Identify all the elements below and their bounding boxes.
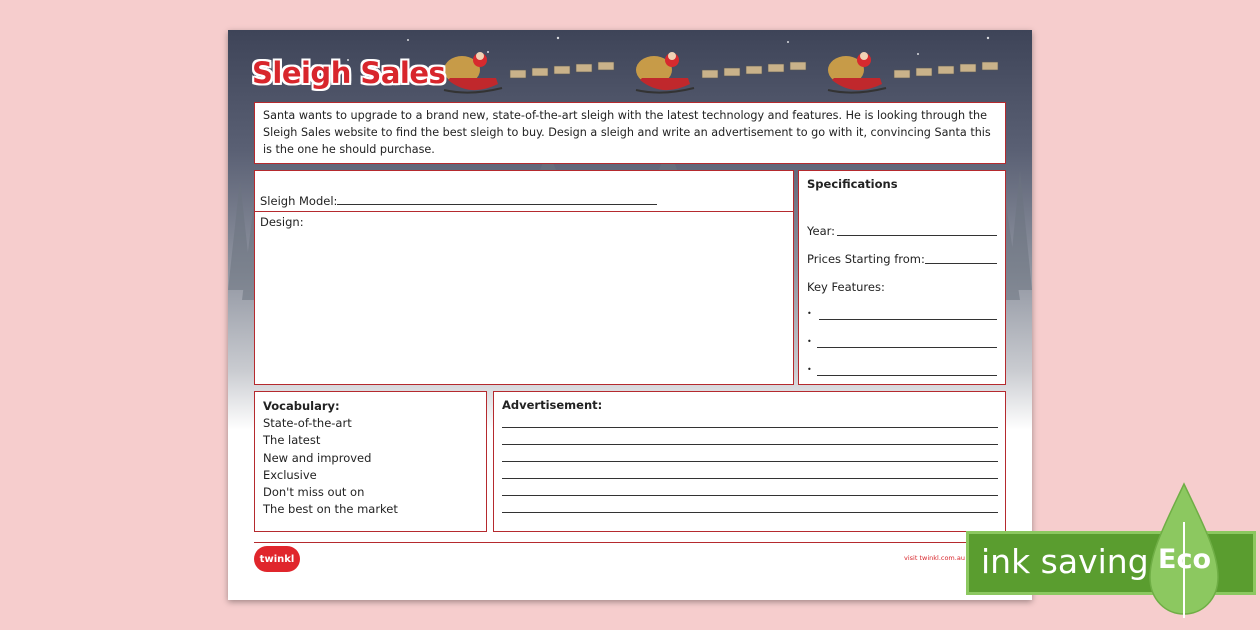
advert-line-6[interactable] — [502, 512, 998, 513]
key-features-label: Key Features: — [807, 280, 885, 294]
worksheet — [228, 30, 1032, 600]
year-line[interactable] — [837, 235, 997, 236]
specifications-heading: Specifications — [807, 177, 898, 191]
feature-line-2[interactable] — [817, 347, 997, 348]
worksheet-title: Sleigh Sales — [252, 56, 446, 90]
price-label: Prices Starting from: — [807, 252, 925, 266]
vocabulary-box — [254, 391, 487, 532]
feature-line-1[interactable] — [819, 319, 997, 320]
sleigh-model-line[interactable] — [337, 204, 657, 205]
bullet-2: • — [807, 337, 812, 346]
advertisement-label: Advertisement: — [502, 398, 603, 412]
advertisement-box — [493, 391, 1006, 532]
intro-text: Santa wants to upgrade to a brand new, state-of-the-art sleigh with the latest technology and features. He is looking through the Sleigh Sales website to find the best sleigh to buy. Design a sleigh and write an advertisement to go with it, convincing Santa this is the one he should purchase. — [254, 102, 1006, 164]
vocab-item: Don't miss out on — [263, 485, 365, 500]
vocabulary-heading: Vocabulary: — [263, 399, 340, 413]
sleigh-illustration — [444, 52, 998, 93]
sleigh-model-label: Sleigh Model: — [260, 194, 338, 208]
year-label: Year: — [807, 224, 836, 238]
vocab-item: New and improved — [263, 450, 372, 465]
bullet-1: • — [807, 309, 812, 318]
bullet-3: • — [807, 365, 812, 374]
feature-line-3[interactable] — [817, 375, 997, 376]
specifications-box — [798, 170, 1006, 385]
advert-line-5[interactable] — [502, 495, 998, 496]
design-box[interactable] — [254, 211, 794, 385]
footer-url[interactable]: visit twinkl.com.au — [904, 554, 965, 562]
ink-saving-text: ink saving — [981, 542, 1149, 581]
advert-line-3[interactable] — [502, 461, 998, 462]
vocab-item: State-of-the-art — [263, 416, 352, 431]
vocab-item: The latest — [263, 433, 321, 448]
vocab-item: Exclusive — [263, 467, 317, 482]
advert-line-4[interactable] — [502, 478, 998, 479]
price-line[interactable] — [925, 263, 997, 264]
vocab-item: The best on the market — [263, 502, 398, 517]
advert-line-2[interactable] — [502, 444, 998, 445]
advert-line-1[interactable] — [502, 427, 998, 428]
footer-divider — [254, 542, 1006, 543]
design-label: Design: — [260, 215, 304, 229]
twinkl-logo[interactable]: twinkl — [254, 546, 300, 572]
eco-label: Eco — [1158, 544, 1211, 575]
sleigh-model-box — [254, 170, 794, 214]
